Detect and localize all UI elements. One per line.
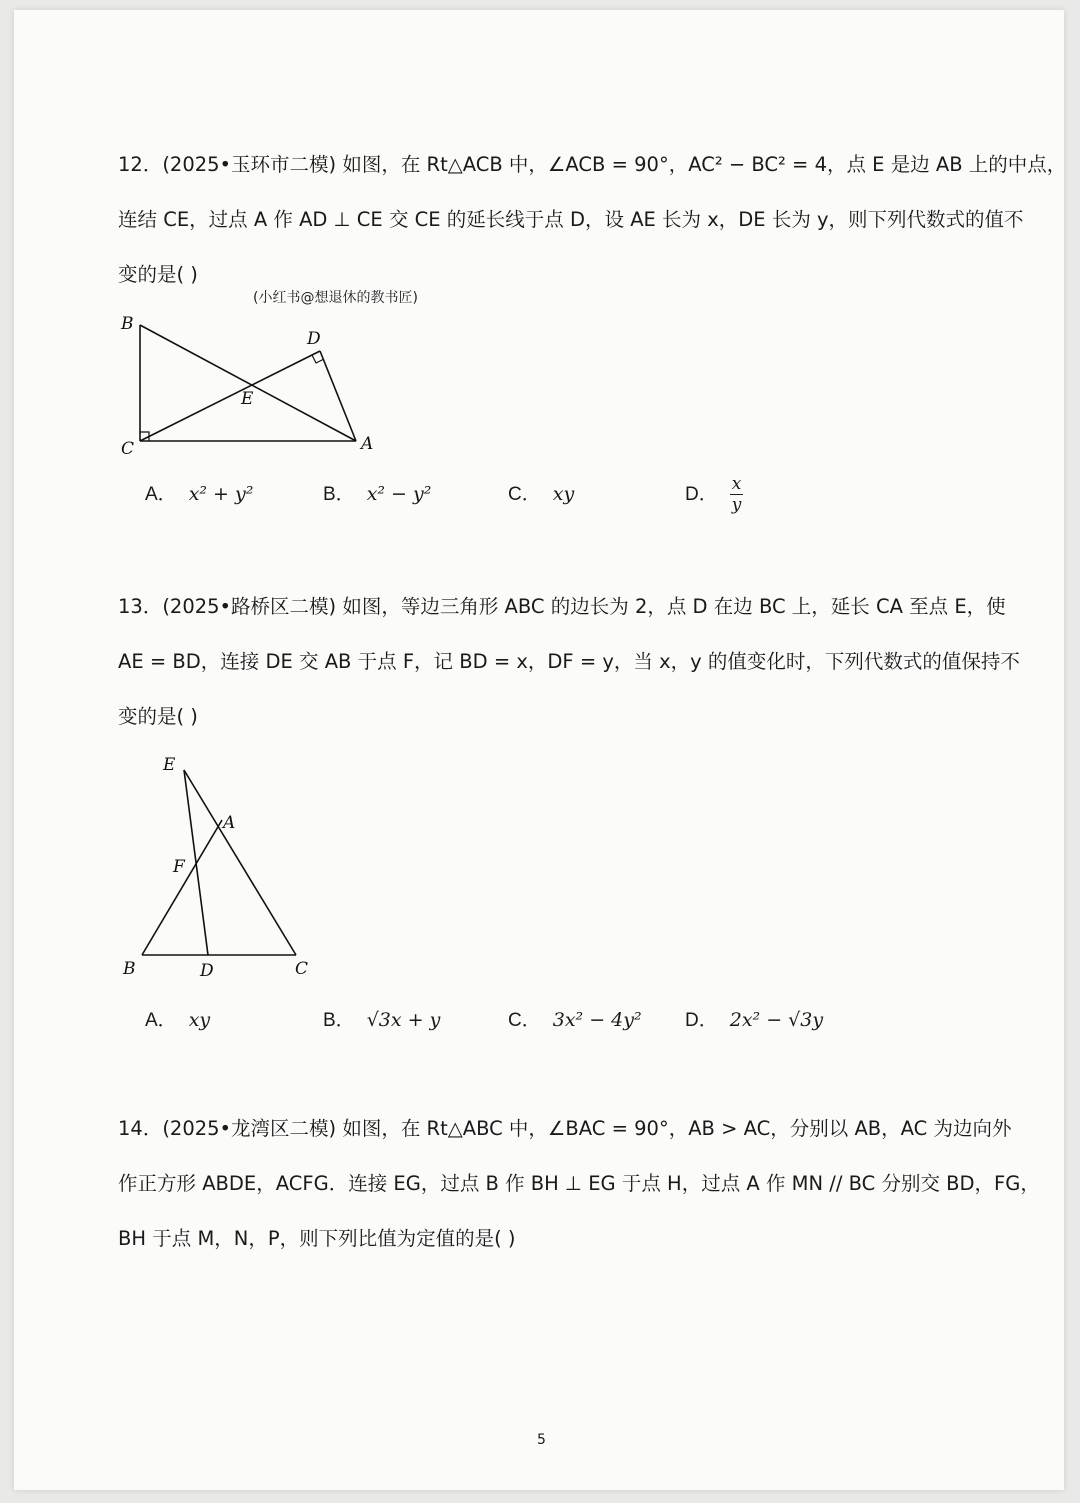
- q12-segment-CD: [140, 351, 320, 441]
- fraction-denominator: y: [731, 495, 742, 515]
- q13-option-d[interactable]: [685, 1008, 823, 1033]
- option-letter: D．: [685, 483, 718, 505]
- q12-line-2: 连结 CE，过点 A 作 AD ⊥ CE 交 CE 的延长线于点 D，设 AE 长为 x，DE 长为 y，则下列代数式的值不: [118, 208, 1024, 231]
- q14-line-2: 作正方形 ABDE，ACFG．连接 EG，过点 B 作 BH ⊥ EG 于点 H，过点 A 作 MN // BC 分别交 BD，FG，: [118, 1172, 1040, 1195]
- q13-label-A: A: [223, 813, 236, 833]
- q12-label-A: A: [361, 434, 374, 454]
- option-letter: D．: [685, 1010, 718, 1031]
- q13-line-3: 变的是( ): [118, 705, 198, 728]
- option-letter: A．: [145, 1010, 177, 1031]
- option-value: √3x + y: [366, 1009, 441, 1031]
- q13-segment-EC: [184, 770, 296, 955]
- q13-label-B: B: [123, 959, 136, 979]
- option-letter: B．: [323, 484, 355, 505]
- fraction-numerator: x: [730, 474, 744, 495]
- option-letter: C．: [508, 484, 541, 505]
- q12-option-d[interactable]: [685, 474, 743, 515]
- fraction: [730, 474, 744, 515]
- q12-option-c[interactable]: [508, 482, 574, 507]
- q12-label-E: E: [241, 389, 254, 409]
- q12-label-D: D: [307, 329, 321, 349]
- q12-segment-BA: [140, 325, 356, 441]
- q12-segment-DA: [320, 351, 356, 441]
- q13-line-1: 13．(2025•路桥区二模) 如图，等边三角形 ABC 的边长为 2，点 D 在边 BC 上，延长 CA 至点 E，使: [118, 595, 1006, 618]
- q13-segment-ED: [184, 770, 208, 955]
- option-value: 3x² − 4y²: [552, 1009, 642, 1031]
- q13-line-2: AE = BD，连接 DE 交 AB 于点 F，记 BD = x，DF = y，当 x，y 的值变化时，下列代数式的值保持不: [118, 650, 1020, 673]
- q12-label-C: C: [121, 439, 135, 459]
- q12-option-a[interactable]: [145, 482, 253, 507]
- q13-label-F: F: [173, 857, 185, 877]
- q14-line-3: BH 于点 M，N，P，则下列比值为定值的是( ): [118, 1227, 516, 1250]
- q12-line-3: 变的是( ): [118, 263, 198, 286]
- page-number: 5: [537, 1432, 546, 1448]
- q13-segment-BA: [142, 820, 222, 955]
- watermark: (小红书@想退休的教书匠): [253, 290, 418, 306]
- option-value: xy: [188, 1009, 211, 1031]
- q14-line-1: 14．(2025•龙湾区二模) 如图，在 Rt△ABC 中，∠BAC = 90°，AB > AC，分别以 AB，AC 为边向外: [118, 1117, 1012, 1140]
- q12-option-b[interactable]: [323, 482, 431, 507]
- q13-option-b[interactable]: [323, 1008, 440, 1033]
- q12-figure: [110, 305, 400, 465]
- q12-line-1: 12．(2025•玉环市二模) 如图，在 Rt△ACB 中，∠ACB = 90°，AC² − BC² = 4，点 E 是边 AB 上的中点，: [118, 153, 1067, 176]
- option-value: 2x² − √3y: [729, 1009, 824, 1031]
- q13-figure: [110, 748, 330, 988]
- q13-option-c[interactable]: [508, 1008, 642, 1033]
- option-value: xy: [552, 483, 575, 505]
- q13-label-E: E: [163, 755, 176, 775]
- option-letter: A．: [145, 484, 177, 505]
- option-letter: B．: [323, 1010, 355, 1031]
- q13-option-a[interactable]: [145, 1008, 210, 1033]
- option-letter: C．: [508, 1010, 541, 1031]
- option-value: x² − y²: [366, 483, 432, 505]
- q12-label-B: B: [121, 314, 134, 334]
- q13-label-C: C: [295, 959, 309, 979]
- q13-label-D: D: [200, 961, 214, 981]
- option-value: x² + y²: [188, 483, 254, 505]
